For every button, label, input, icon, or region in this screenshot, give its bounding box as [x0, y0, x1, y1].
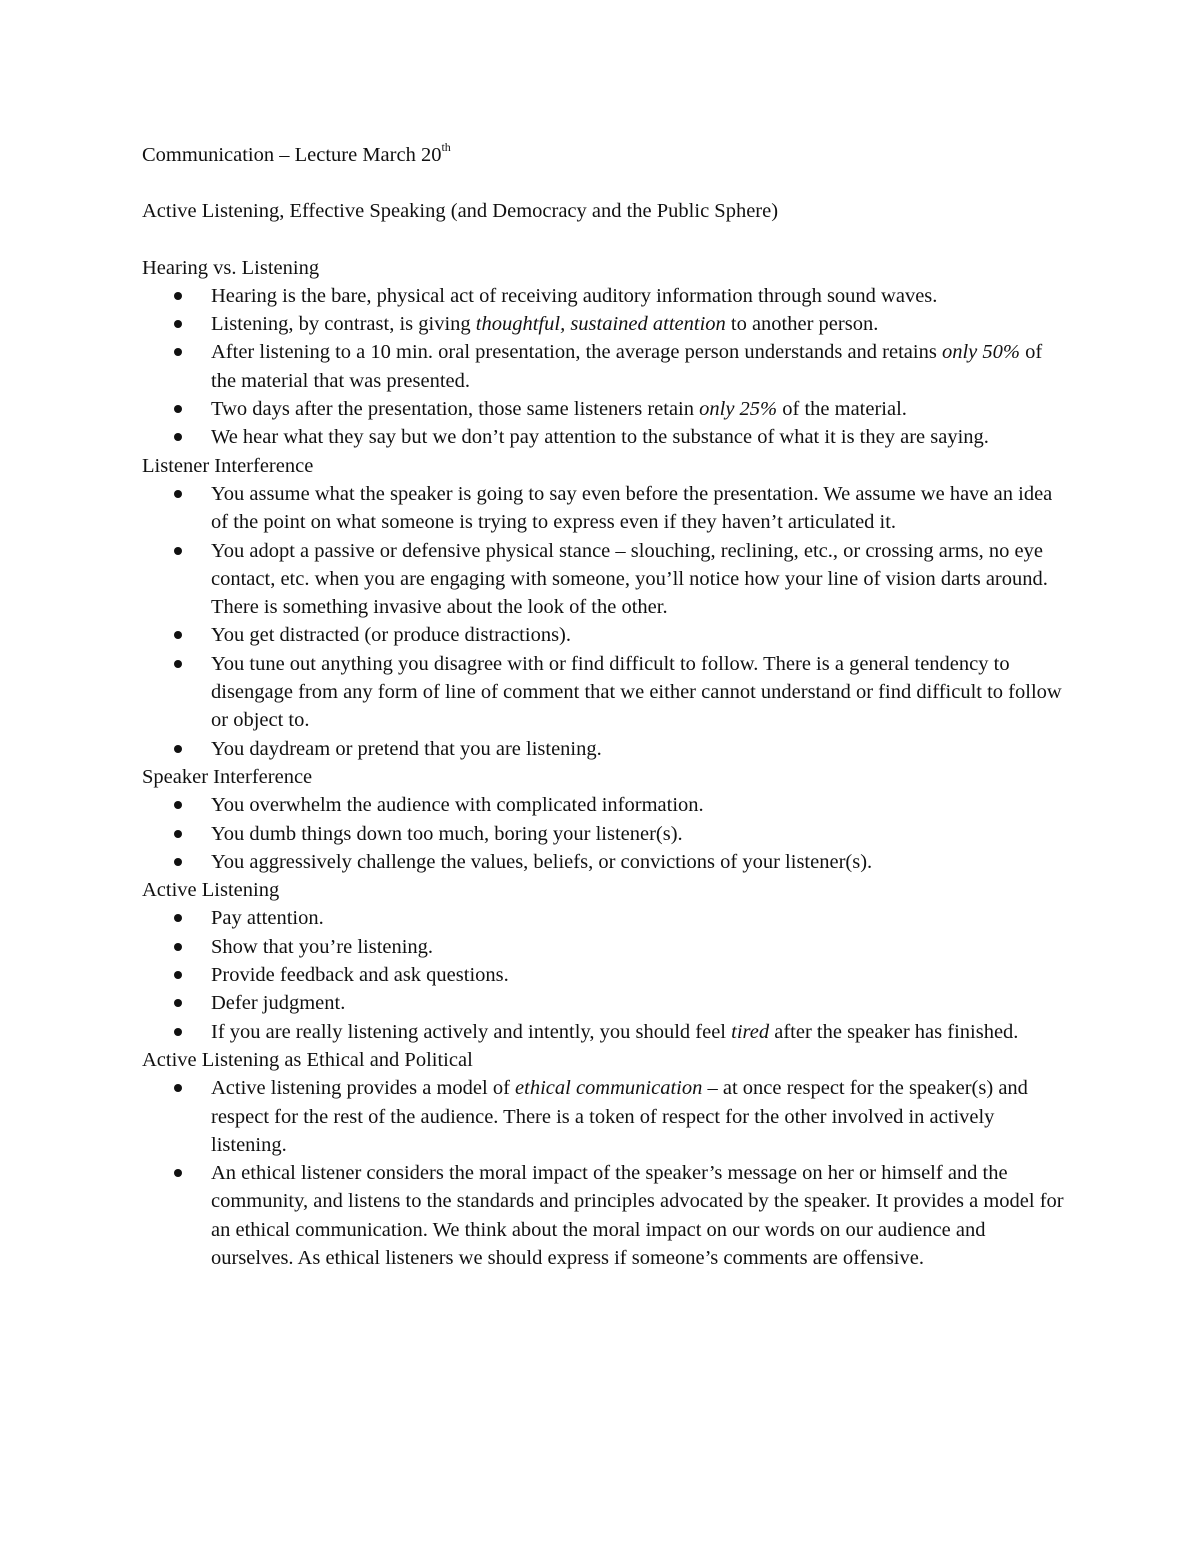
- bullet-item: [211, 904, 1072, 932]
- bullet-list: [142, 282, 1072, 452]
- bullet-icon: [174, 405, 182, 413]
- bullet-text: You daydream or pretend that you are listening.: [211, 737, 602, 760]
- section: [142, 254, 1072, 452]
- bullet-icon: [174, 830, 182, 838]
- emphasis-text: only 25%: [699, 398, 778, 421]
- bullet-item: [211, 310, 1072, 338]
- sections-container: [142, 254, 1072, 1273]
- bullet-icon: [174, 1084, 182, 1092]
- bullet-text: If you are really listening actively and intently, you should feel: [211, 1020, 732, 1043]
- bullet-item: [211, 961, 1072, 989]
- bullet-text: of the material that was presented.: [211, 341, 1043, 392]
- bullet-text: You overwhelm the audience with complicated information.: [211, 794, 704, 817]
- title-superscript: th: [441, 140, 451, 155]
- bullet-text: Show that you’re listening.: [211, 935, 434, 958]
- bullet-text: Provide feedback and ask questions.: [211, 964, 509, 987]
- bullet-text: You dumb things down too much, boring your listener(s).: [211, 822, 683, 845]
- section: [142, 763, 1072, 876]
- bullet-icon: [174, 999, 182, 1007]
- bullet-item: [211, 423, 1072, 451]
- bullet-icon: [174, 292, 182, 300]
- bullet-icon: [174, 1028, 182, 1036]
- bullet-icon: [174, 490, 182, 498]
- bullet-icon: [174, 320, 182, 328]
- bullet-text: You aggressively challenge the values, beliefs, or convictions of your listener(s).: [211, 850, 873, 873]
- bullet-text: Active listening provides a model of: [211, 1077, 516, 1100]
- bullet-list: [142, 791, 1072, 876]
- bullet-text: of the material.: [777, 398, 907, 421]
- document-page: [142, 141, 1072, 1272]
- bullet-icon: [174, 971, 182, 979]
- bullet-icon: [174, 660, 182, 668]
- emphasis-text: thoughtful, sustained attention: [475, 313, 726, 336]
- section: [142, 1046, 1072, 1272]
- bullet-text: after the speaker has finished.: [769, 1020, 1019, 1043]
- bullet-item: [211, 933, 1072, 961]
- emphasis-text: tired: [731, 1020, 770, 1043]
- bullet-icon: [174, 348, 182, 356]
- section-heading: Active Listening as Ethical and Political: [142, 1048, 473, 1071]
- document-title: [142, 141, 1072, 169]
- bullet-text: You get distracted (or produce distractions).: [211, 624, 572, 647]
- bullet-item: [211, 1018, 1072, 1046]
- emphasis-text: only 50%: [941, 341, 1020, 364]
- bullet-icon: [174, 858, 182, 866]
- bullet-item: [211, 621, 1072, 649]
- bullet-icon: [174, 943, 182, 951]
- section: [142, 876, 1072, 1046]
- bullet-text: Defer judgment.: [211, 992, 346, 1015]
- bullet-icon: [174, 433, 182, 441]
- section-heading: Active Listening: [142, 879, 280, 902]
- bullet-item: [211, 989, 1072, 1017]
- bullet-list: [142, 904, 1072, 1045]
- bullet-icon: [174, 631, 182, 639]
- document-subtitle: Active Listening, Effective Speaking (and Democracy and the Public Sphere): [142, 200, 779, 223]
- bullet-text: An ethical listener considers the moral impact of the speaker’s message on her or himself and the community, and listens to the standards and principles advocated by the speaker. It provides a model for an ethical communication. We think about the moral impact on our words on our audience and ourselves. As ethical listeners we should express if someone’s comments are offensive.: [211, 1162, 1064, 1269]
- bullet-text: – at once respect for the speaker(s) and respect for the rest of the audience. There is a token of respect for the other involved in actively listening.: [211, 1077, 1028, 1156]
- section-heading: Speaker Interference: [142, 765, 313, 788]
- bullet-icon: [174, 1169, 182, 1177]
- title-text: Communication – Lecture March 20: [142, 144, 442, 166]
- bullet-item: [211, 650, 1072, 735]
- section-heading: Listener Interference: [142, 454, 314, 477]
- bullet-text: to another person.: [725, 313, 879, 336]
- bullet-text: You tune out anything you disagree with or find difficult to follow. There is a general tendency to disengage from any form of line of comment that we either cannot understand or find difficult to follow or object to.: [211, 652, 1062, 732]
- bullet-item: [211, 395, 1072, 423]
- bullet-text: You assume what the speaker is going to say even before the presentation. We assume we have an idea of the point on what someone is trying to express even if they haven’t articulated it.: [211, 482, 1053, 534]
- emphasis-text: ethical communication: [515, 1077, 703, 1100]
- bullet-text: You adopt a passive or defensive physical stance – slouching, reclining, etc., or crossing arms, no eye contact, etc. when you are engaging with someone, you’ll notice how your line of vision darts around. There is something invasive about the look of the other.: [211, 539, 1048, 619]
- bullet-text: Listening, by contrast, is giving: [211, 313, 476, 336]
- bullet-icon: [174, 547, 182, 555]
- bullet-list: [142, 1074, 1072, 1272]
- bullet-text: We hear what they say but we don’t pay attention to the substance of what it is they are saying.: [211, 426, 989, 449]
- bullet-text: Hearing is the bare, physical act of receiving auditory information through sound waves.: [211, 284, 938, 307]
- section: [142, 452, 1072, 763]
- bullet-icon: [174, 801, 182, 809]
- bullet-list: [142, 480, 1072, 763]
- bullet-item: [211, 480, 1072, 537]
- bullet-item: [211, 282, 1072, 310]
- bullet-text: Two days after the presentation, those same listeners retain: [211, 398, 700, 421]
- bullet-icon: [174, 914, 182, 922]
- bullet-icon: [174, 745, 182, 753]
- bullet-text: Pay attention.: [211, 907, 324, 930]
- bullet-text: After listening to a 10 min. oral presentation, the average person understands and retains: [211, 341, 942, 364]
- bullet-item: [211, 537, 1072, 622]
- bullet-item: [211, 735, 1072, 763]
- section-heading: Hearing vs. Listening: [142, 256, 320, 279]
- bullet-item: [211, 820, 1072, 848]
- bullet-item: [211, 338, 1072, 395]
- bullet-item: [211, 1074, 1072, 1159]
- bullet-item: [211, 848, 1072, 876]
- bullet-item: [211, 791, 1072, 819]
- bullet-item: [211, 1159, 1072, 1272]
